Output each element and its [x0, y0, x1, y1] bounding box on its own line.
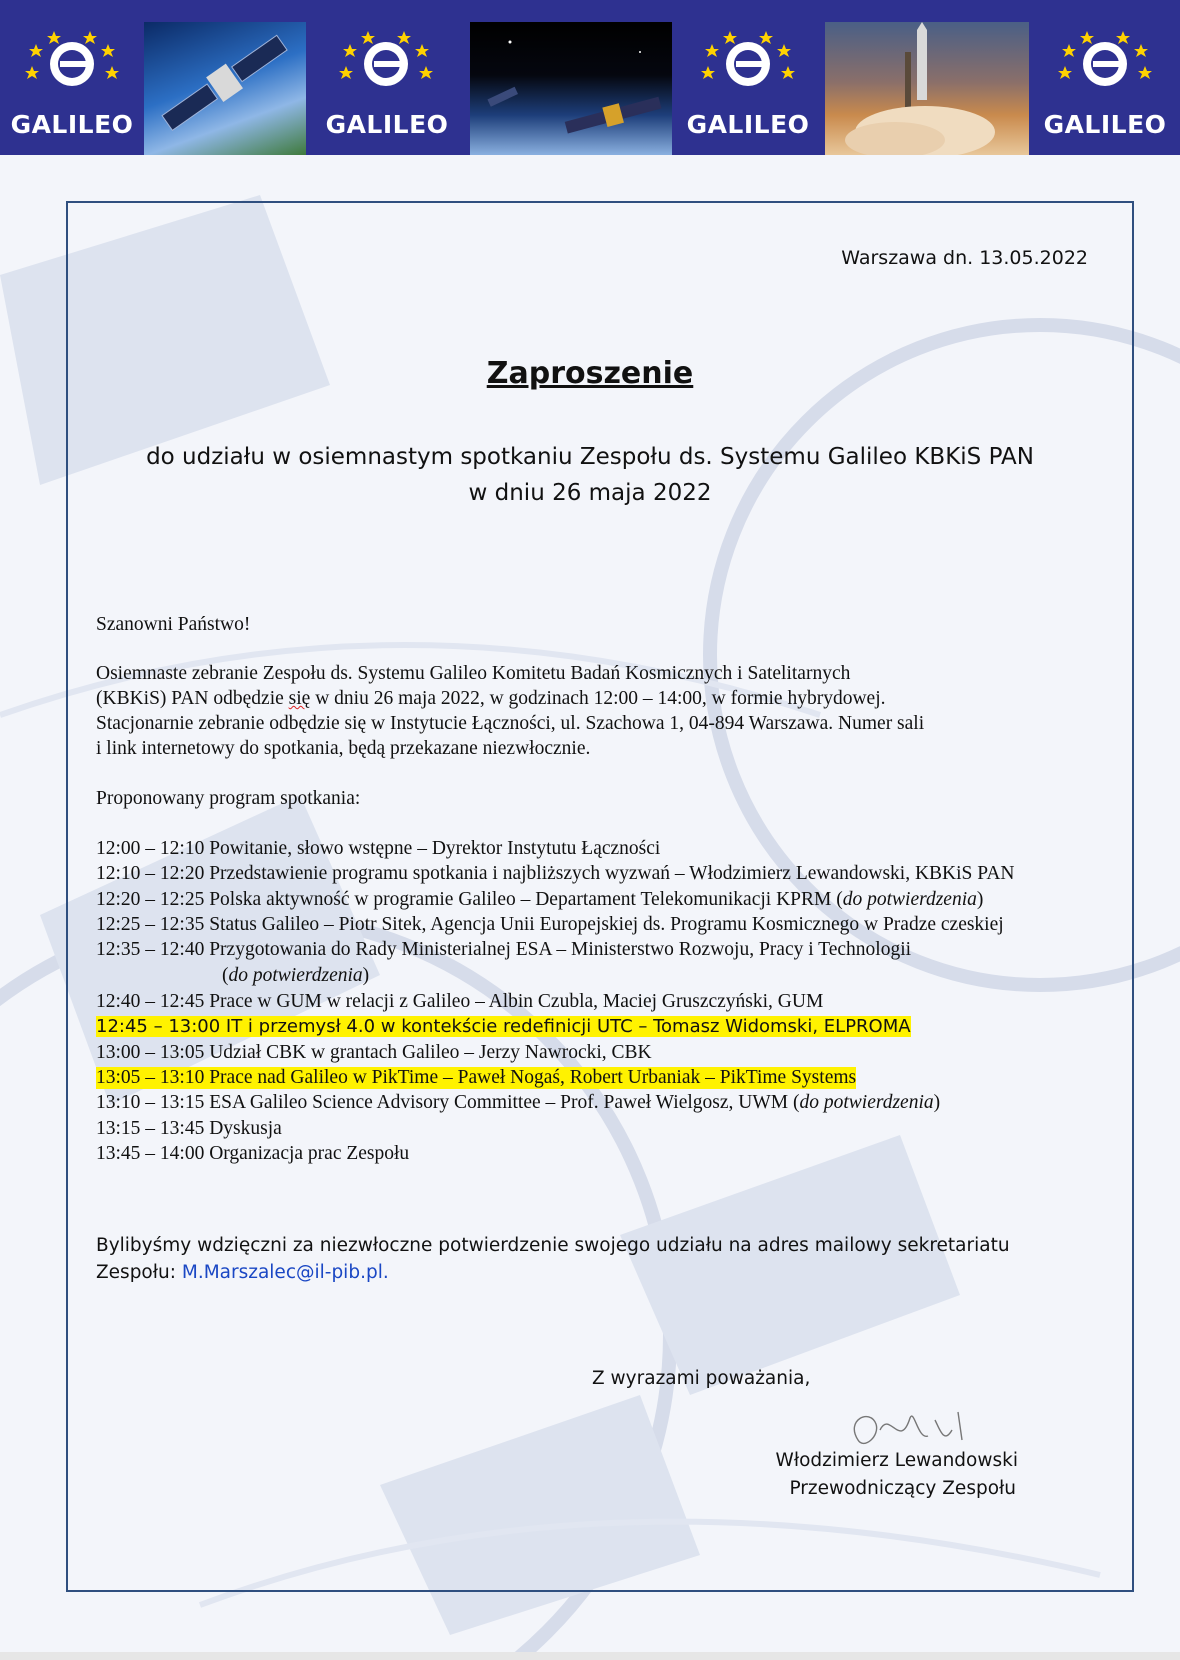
galileo-e-star-icon: [1045, 26, 1165, 106]
program-item: 13:15 – 13:45 Dyskusja: [96, 1118, 282, 1139]
program-item: 13:00 – 13:05 Udział CBK w grantach Galileo – Jerzy Nawrocki, CBK: [96, 1042, 652, 1063]
galileo-logo: [672, 22, 824, 155]
page-title: Zaproszenie: [486, 356, 694, 391]
spellcheck-word: się: [288, 688, 311, 709]
intro-line-3: Stacjonarnie zebranie odbędzie się w Instytucie Łączności, ul. Szachowa 1, 04-894 Warszawa. Numer sali: [96, 713, 925, 734]
program-item-text: 13:10 – 13:15 ESA Galileo Science Advisory Committee – Prof. Paweł Wielgosz, UWM (: [96, 1092, 800, 1113]
program-item-text: ): [976, 889, 984, 910]
logo-text: GALILEO: [686, 110, 810, 139]
intro-line-4: i link internetowy do spotkania, będą przekazane niezwłocznie.: [96, 738, 591, 759]
logo-text: GALILEO: [10, 110, 134, 139]
galileo-e-star-icon: [326, 26, 446, 106]
satellite-over-earth-photo: [144, 22, 306, 155]
program-item-highlighted: 12:45 – 13:00 IT i przemysł 4.0 w kontekście redefinicji UTC – Tomasz Widomski, ELPROMA: [96, 1016, 911, 1037]
logo-text: GALILEO: [1043, 110, 1167, 139]
program-item: [96, 1092, 940, 1114]
program-item-highlighted: 13:05 – 13:10 Prace nad Galileo w PikTime – Paweł Nogaś, Robert Urbaniak – PikTime Systems: [96, 1067, 857, 1088]
intro-text: w dniu 26 maja 2022, w godzinach 12:00 – 14:00, w formie hybrydowej.: [310, 688, 886, 709]
intro-line-1: Osiemnaste zebranie Zespołu ds. Systemu Galileo Komitetu Badań Kosmicznych i Satelitarnych: [96, 663, 851, 684]
galileo-e-star-icon: [688, 26, 808, 106]
program-item-note: do potwierdzenia: [799, 1092, 934, 1113]
rocket-launch-photo: [825, 22, 1029, 155]
program-item-text: 12:20 – 12:25 Polska aktywność w programie Galileo – Departament Telekomunikacji KPRM (: [96, 889, 843, 910]
program-item: [96, 889, 983, 911]
program-heading: Proponowany program spotkania:: [96, 788, 361, 809]
confirmation-line-1: Bylibyśmy wdzięczni za niezwłoczne potwierdzenie swojego udziału na adres mailowy sekretariatu: [96, 1235, 1010, 1256]
confirmation-label: Zespołu:: [96, 1262, 182, 1283]
program-item-text: (: [222, 965, 229, 986]
closing-phrase: Z wyrazami poważania,: [592, 1368, 811, 1389]
signatory-name: Włodzimierz Lewandowski: [775, 1450, 1018, 1471]
program-item-text: ): [362, 965, 370, 986]
program-item-text: ): [933, 1092, 941, 1113]
greeting: Szanowni Państwo!: [96, 614, 251, 635]
intro-text: (KBKiS) PAN odbędzie: [96, 688, 289, 709]
handwritten-signature: [840, 1400, 1010, 1460]
program-item: 12:10 – 12:20 Przedstawienie programu spotkania i najbliższych wyzwań – Włodzimierz Lewandowski, KBKiS PAN: [96, 863, 1015, 884]
program-item: 12:00 – 12:10 Powitanie, słowo wstępne – Dyrektor Instytutu Łączności: [96, 838, 661, 859]
galileo-e-star-icon: [12, 26, 132, 106]
subtitle-line-2: w dniu 26 maja 2022: [468, 480, 712, 506]
program-item-note: do potwierdzenia: [228, 965, 363, 986]
email-link[interactable]: M.Marszalec@il-pib.pl.: [181, 1262, 389, 1283]
program-item: 12:25 – 12:35 Status Galileo – Piotr Sitek, Agencja Unii Europejskiej ds. Programu Kosmicznego w Pradze czeskiej: [96, 914, 1004, 935]
program-item-note: do potwierdzenia: [842, 889, 977, 910]
confirmation-line-2: [96, 1262, 389, 1283]
galileo-logo: [306, 22, 468, 155]
logo-text: GALILEO: [325, 110, 449, 139]
program-item: 13:45 – 14:00 Organizacja prac Zespołu: [96, 1143, 410, 1164]
program-item: 12:35 – 12:40 Przygotowania do Rady Ministerialnej ESA – Ministerstwo Rozwoju, Pracy i Technologii: [96, 939, 912, 960]
intro-line-2: [96, 688, 885, 710]
page-bottom-edge: [0, 1652, 1180, 1660]
galileo-logo: [1030, 22, 1180, 155]
program-item-continuation: [222, 965, 369, 987]
galileo-logo: [0, 22, 144, 155]
satellites-in-orbit-photo: [470, 22, 672, 155]
program-item: 12:40 – 12:45 Prace w GUM w relacji z Galileo – Albin Czubla, Maciej Gruszczyński, GUM: [96, 991, 824, 1012]
subtitle-line-1: do udziału w osiemnastym spotkaniu Zespołu ds. Systemu Galileo KBKiS PAN: [146, 444, 1034, 470]
signatory-role: Przewodniczący Zespołu: [789, 1478, 1016, 1499]
document-date: Warszawa dn. 13.05.2022: [841, 247, 1088, 269]
galileo-banner: [0, 0, 1180, 155]
